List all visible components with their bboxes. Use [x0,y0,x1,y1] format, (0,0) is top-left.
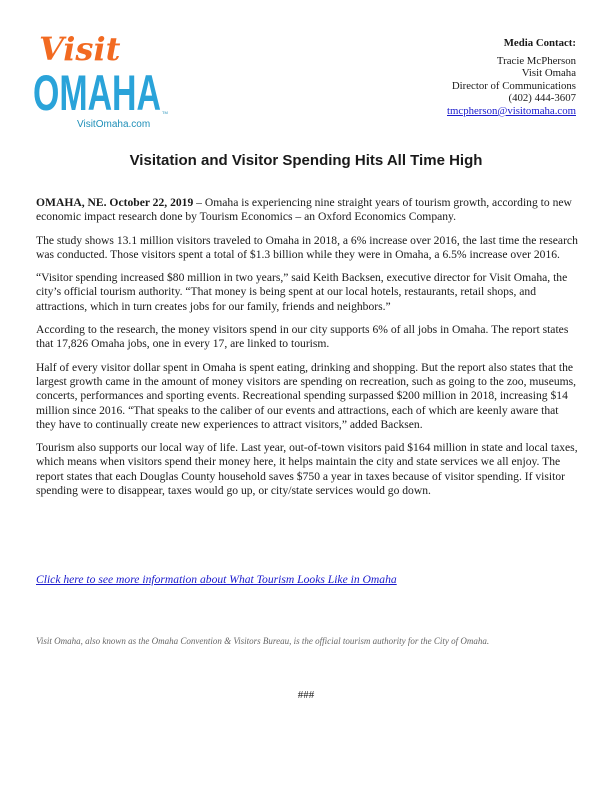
end-mark: ### [297,689,315,701]
contact-name: Tracie McPherson [496,54,576,67]
logo-url-text: VisitOmaha.com [77,119,151,130]
contact-role: Director of Communications [451,79,576,92]
logo-script-text: Visit [39,30,121,68]
paragraph-lead [36,196,578,225]
paragraph: According to the research, the money visitors spend in our city supports 6% of all jobs in Omaha. The report states that 17,826 Omaha jobs, one in every 17, are linked to tourism. [36,323,569,351]
media-contact-block [447,37,576,118]
logo-wordmark-text: OMAHA [33,65,161,121]
paragraph: Half of every visitor dollar spent in Omaha is spent eating, drinking and shopping. But the report also states that the largest growth came in the amount of money visitors are spending on recreation, such as going to the zoo, museums, concerts, performances and sporting events. Recreational spending surpassed $200 million in 2018, increasing $14 million since 2016. “That speaks to the caliber of our events and attractions, each of which are keenly aware that they have to continually create new experiences to attract visitors,” added Backsen. [36,360,577,431]
lead-text: – Omaha is experiencing nine straight years of tourism growth, according to new economic impact research done by Tourism Economics – an Oxford Economics Company. [36,196,572,224]
boilerplate-footer: Visit Omaha, also known as the Omaha Convention & Visitors Bureau, is the official tourism authority for the City of Omaha. [36,636,490,646]
contact-organization: Visit Omaha [521,67,576,80]
dateline: OMAHA, NE. October 22, 2019 [36,196,194,209]
more-info-link[interactable]: Click here to see more information about What Tourism Looks Like in Omaha [36,573,397,586]
visit-omaha-logo [33,30,173,135]
paragraph: “Visitor spending increased $80 million in two years,” said Keith Backsen, executive director for Visit Omaha, the city’s official tourism authority. “That money is being spent at our local hotels, restaurants, retail shops, and attractions, which in turn creates jobs for our family, friends and neighbors.” [36,271,568,313]
media-contact-heading: Media Contact: [503,37,576,49]
logo-trademark: TM [162,110,168,115]
paragraph: Tourism also supports our local way of life. Last year, out-of-town visitors paid $164 million in state and local taxes, which means when visitors spend their money here, it helps maintain the city and state services we all enjoy. The report states that each Douglas County household saves $750 a year in taxes because of visitor spending. If visitor spending were to disappear, taxes would go up, or city/state services would go down. [36,441,578,498]
contact-email-link[interactable]: tmcpherson@visitomaha.com [447,104,576,117]
press-release-body [36,196,578,507]
paragraph: The study shows 13.1 million visitors traveled to Omaha in 2018, a 6% increase over 2016, the last time the research was conducted. Those visitors spent a total of $1.3 billion while they were in Omaha, a 6.5% increase over 2016. [36,233,578,261]
press-release-title: Visitation and Visitor Spending Hits All Time High [129,152,483,169]
logo-graphic [33,30,173,135]
contact-phone: (402) 444-3607 [508,92,576,105]
